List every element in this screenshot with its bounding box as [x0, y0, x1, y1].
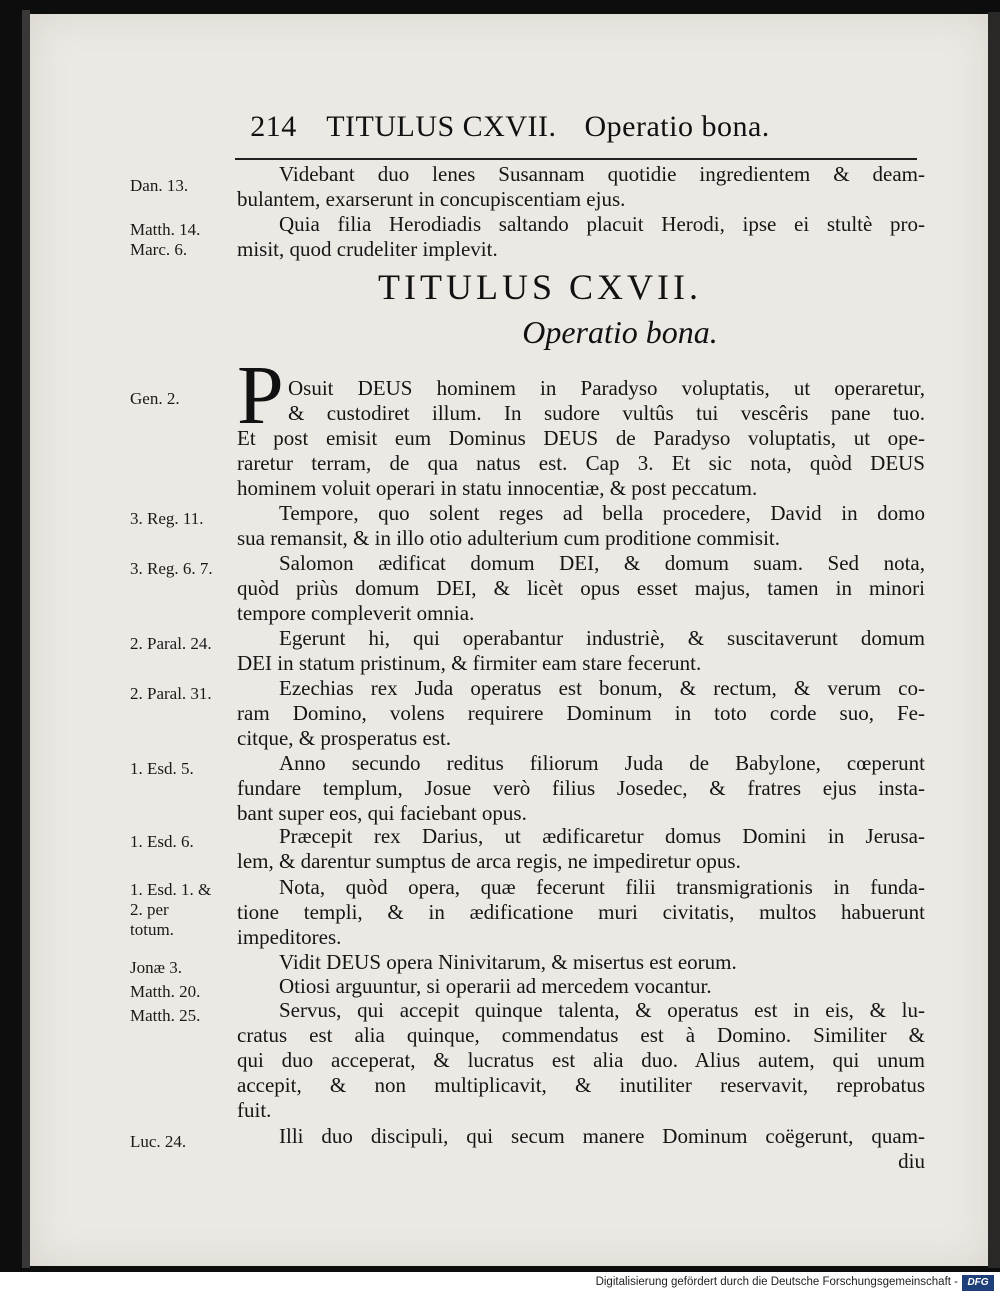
- body-line: accepit, & non multiplicavit, & inutiliter reservavit, reprobatus: [237, 1073, 925, 1097]
- margin-reference: 1. Esd. 1. &: [130, 880, 212, 899]
- body-line: Præcepit rex Darius, ut ædificaretur domus Domini in Jerusa-: [279, 824, 925, 848]
- running-head-title: TITULUS CXVII.: [326, 110, 557, 143]
- margin-reference: Matth. 14.: [130, 220, 201, 239]
- body-line: bulantem, exarserunt in concupiscentiam ejus.: [237, 187, 626, 211]
- margin-reference: Dan. 13.: [130, 176, 189, 195]
- body-line: & custodiret illum. In sudore vultûs tui vescêris pane tuo.: [288, 401, 925, 425]
- page-number: 214: [250, 110, 297, 143]
- body-line: raretur terram, de qua natus est. Cap 3. Et sic nota, quòd DEUS: [237, 451, 925, 475]
- body-line: impeditores.: [237, 925, 342, 949]
- footer-bar: [0, 1272, 1000, 1295]
- body-line: sua remansit, & in illo otio adulterium cum proditione commisit.: [237, 526, 781, 550]
- body-line: Et post emisit eum Dominus DEUS de Paradyso voluptatis, ut ope-: [237, 426, 925, 450]
- margin-reference: Luc. 24.: [130, 1132, 187, 1151]
- body-line: fundare templum, Josue verò filius Josedec, & fratres ejus insta-: [237, 776, 925, 800]
- body-line: citque, & prosperatus est.: [237, 726, 452, 750]
- body-line: Tempore, quo solent reges ad bella procedere, David in domo: [279, 501, 925, 525]
- dfg-logo-icon: DFG: [962, 1275, 994, 1291]
- body-line: Otiosi arguuntur, si operarii ad mercedem vocantur.: [279, 974, 712, 998]
- margin-reference: Marc. 6.: [130, 240, 188, 259]
- body-line: cratus est alia quinque, commendatus est à Domino. Similiter &: [237, 1023, 925, 1047]
- body-line: Salomon ædificat domum DEI, & domum suam. Sed nota,: [279, 551, 925, 575]
- body-line: Nota, quòd opera, quæ fecerunt filii transmigrationis in funda-: [279, 875, 925, 899]
- body-line: Anno secundo reditus filiorum Juda de Babylone, cœperunt: [279, 751, 925, 775]
- body-line: DEI in statum pristinum, & firmiter eam stare fecerunt.: [237, 651, 702, 675]
- section-title: TITULUS CXVII.: [378, 267, 702, 307]
- body-line: Egerunt hi, qui operabantur industriè, & suscitaverunt domum: [279, 626, 925, 650]
- margin-reference: 2. Paral. 24.: [130, 634, 212, 653]
- margin-reference: totum.: [130, 920, 174, 939]
- margin-reference: 2. per: [130, 900, 169, 919]
- page-left-edge: [22, 10, 30, 1268]
- body-line: Videbant duo lenes Susannam quotidie ingredientem & deam-: [279, 162, 925, 186]
- margin-reference: Gen. 2.: [130, 389, 180, 408]
- body-line: Illi duo discipuli, qui secum manere Dominum coëgerunt, quam-: [279, 1124, 925, 1148]
- margin-reference: 2. Paral. 31.: [130, 684, 212, 703]
- margin-reference: Jonæ 3.: [130, 958, 182, 977]
- body-line: Ezechias rex Juda operatus est bonum, & rectum, & verum co-: [279, 676, 925, 700]
- margin-reference: 3. Reg. 6. 7.: [130, 559, 213, 578]
- body-line: tione templi, & in ædificatione muri civitatis, multos habuerunt: [237, 900, 925, 924]
- page-right-edge: [988, 12, 1000, 1268]
- body-line: Servus, qui accepit quinque talenta, & operatus est in eis, & lu-: [279, 998, 925, 1022]
- body-line: hominem voluit operari in statu innocentiæ, & post peccatum.: [237, 476, 758, 500]
- body-line: Osuit DEUS hominem in Paradyso voluptatis, ut operaretur,: [288, 376, 925, 400]
- body-line: Quia filia Herodiadis saltando placuit Herodi, ipse ei stultè pro-: [279, 212, 925, 236]
- body-line: qui duo acceperat, & lucratus est alia duo. Alius autem, qui unum: [237, 1048, 925, 1072]
- margin-reference: Matth. 25.: [130, 1006, 201, 1025]
- body-line: misit, quod crudeliter implevit.: [237, 237, 498, 261]
- margin-reference: 3. Reg. 11.: [130, 509, 204, 528]
- margin-reference: Matth. 20.: [130, 982, 201, 1001]
- body-line: bant super eos, qui faciebant opus.: [237, 801, 527, 825]
- body-line: fuit.: [237, 1098, 272, 1122]
- body-line: tempore compleverit omnia.: [237, 601, 475, 625]
- margin-reference: 1. Esd. 6.: [130, 832, 194, 851]
- book-page: [30, 14, 990, 1266]
- body-line: lem, & darentur sumptus de arca regis, ne impediretur opus.: [237, 849, 741, 873]
- body-line: Vidit DEUS opera Ninivitarum, & misertus est eorum.: [279, 950, 737, 974]
- section-subtitle: Operatio bona.: [522, 314, 718, 350]
- header-rule: [235, 158, 917, 160]
- drop-cap: P: [237, 349, 284, 442]
- running-head: [30, 110, 990, 144]
- footer-credit: Digitalisierung gefördert durch die Deutsche Forschungsgemeinschaft -: [595, 1276, 958, 1288]
- running-head-subtitle: Operatio bona.: [584, 110, 770, 143]
- catchword: diu: [898, 1149, 925, 1173]
- body-line: quòd priùs domum DEI, & licèt opus esset majus, tamen in minori: [237, 576, 925, 600]
- body-line: ram Domino, volens requirere Dominum in toto corde suo, Fe-: [237, 701, 925, 725]
- margin-reference: 1. Esd. 5.: [130, 759, 194, 778]
